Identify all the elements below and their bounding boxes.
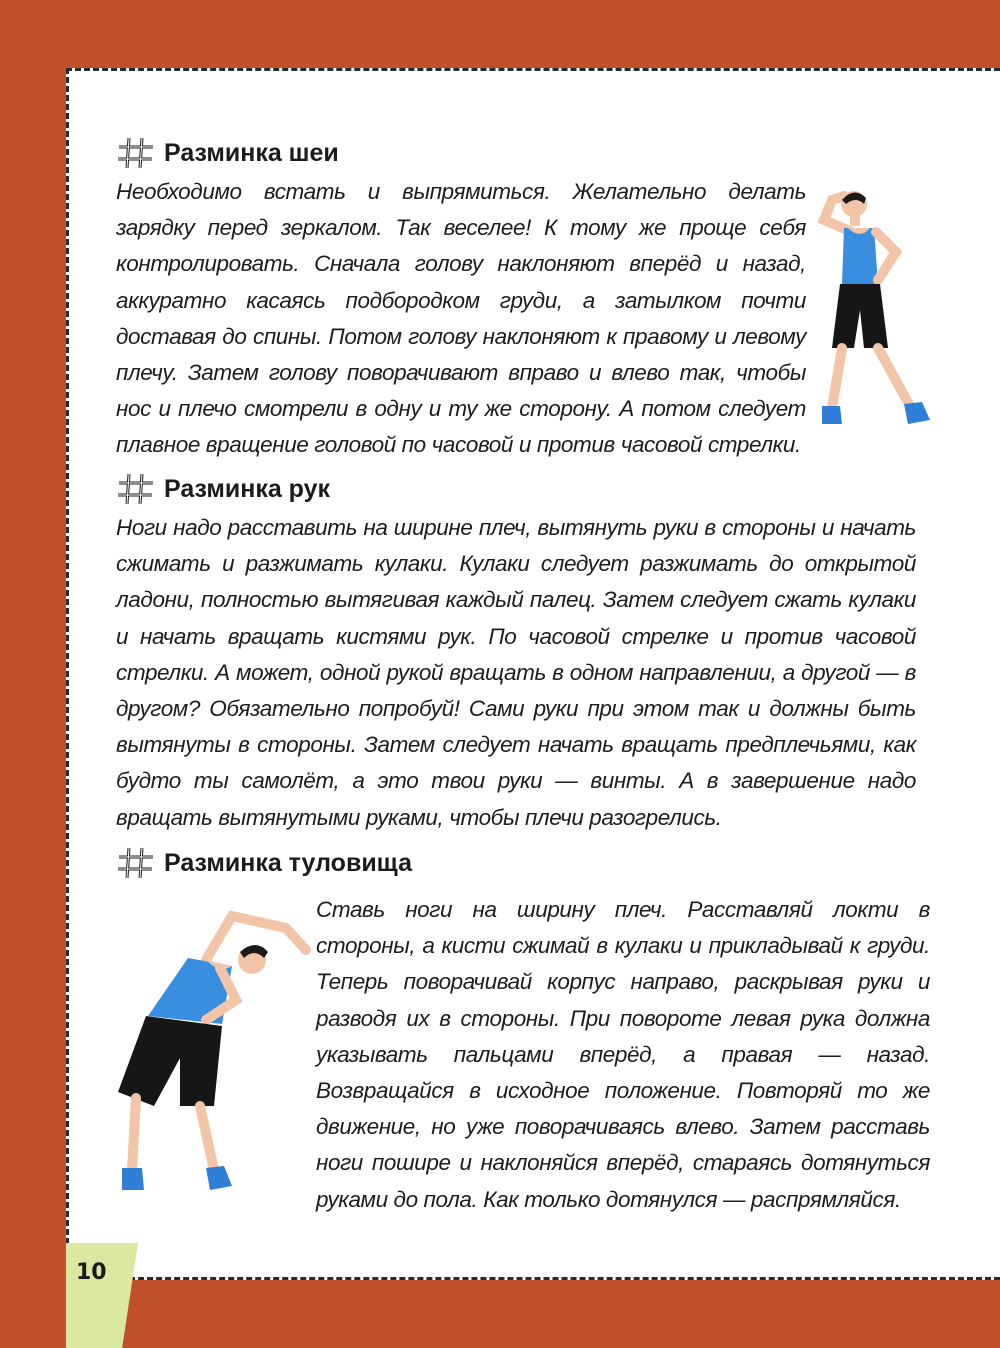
section-text-arms: Ноги надо расставить на ширине плеч, вытянуть руки в стороны и начать сжимать и разжимать кулаки. Кулаки следует разжимать до открытой ладони, полностью вытягивая каждый палец. Затем следует сжать кулаки и начать вращать кистями рук. По часовой стрелке и против часовой стрелки. А может, одной рукой вращать в одном направлении, а другой — в другом? Обязательно попробуй! Сами руки при этом так и должны быть вытянуты в стороны. Затем следует начать вращать предплечьями, как будто ты самолёт, а это твои руки — винты. А в завершение надо вращать вытянутыми руками, чтобы плечи разогрелись. [116,515,916,830]
hash-icon [116,846,156,880]
page-number-tab [66,1243,138,1348]
section-heading-torso [116,846,412,880]
side-bend-figure [110,908,320,1198]
page-number: 10 [76,1260,107,1285]
section-title: Разминка рук [164,474,331,503]
hash-icon [116,136,156,170]
section-heading-neck [116,136,339,170]
section-heading-arms [116,472,330,506]
section-text-neck: Необходимо встать и выпрямиться. Желательно делать зарядку перед зеркалом. Так веселее! К тому же проще себя контролировать. Сначала голову наклоняют вперёд и назад, аккуратно касаясь подбородком груди, а затылком почти доставая до спины. Потом голову наклоняют к правому и левому плечу. Затем голову поворачивают вправо и влево так, чтобы нос и плечо смотрели в одну и ту же сторону. А потом следует плавное вращение головой по часовой и против часовой стрелки. [116,179,806,458]
section-title: Разминка шеи [164,138,339,167]
neck-stretch-figure [810,180,940,430]
hash-icon [116,472,156,506]
section-title: Разминка туловища [164,848,412,877]
section-text-torso: Ставь ноги на ширину плеч. Расставляй локти в стороны, а кисти сжимай в кулаки и прикладывай к груди. Теперь поворачивай корпус направо, раскрывая руки и разводя их в стороны. При повороте левая рука должна указывать пальцами вперёд, а правая — назад. Возвращайся в исходное положение. Повторяй то же движение, но уже поворачиваясь влево. Затем расставь ноги пошире и наклоняйся вперёд, стараясь дотянуться руками до пола. Как только дотянулся — распрямляйся. [316,897,930,1212]
